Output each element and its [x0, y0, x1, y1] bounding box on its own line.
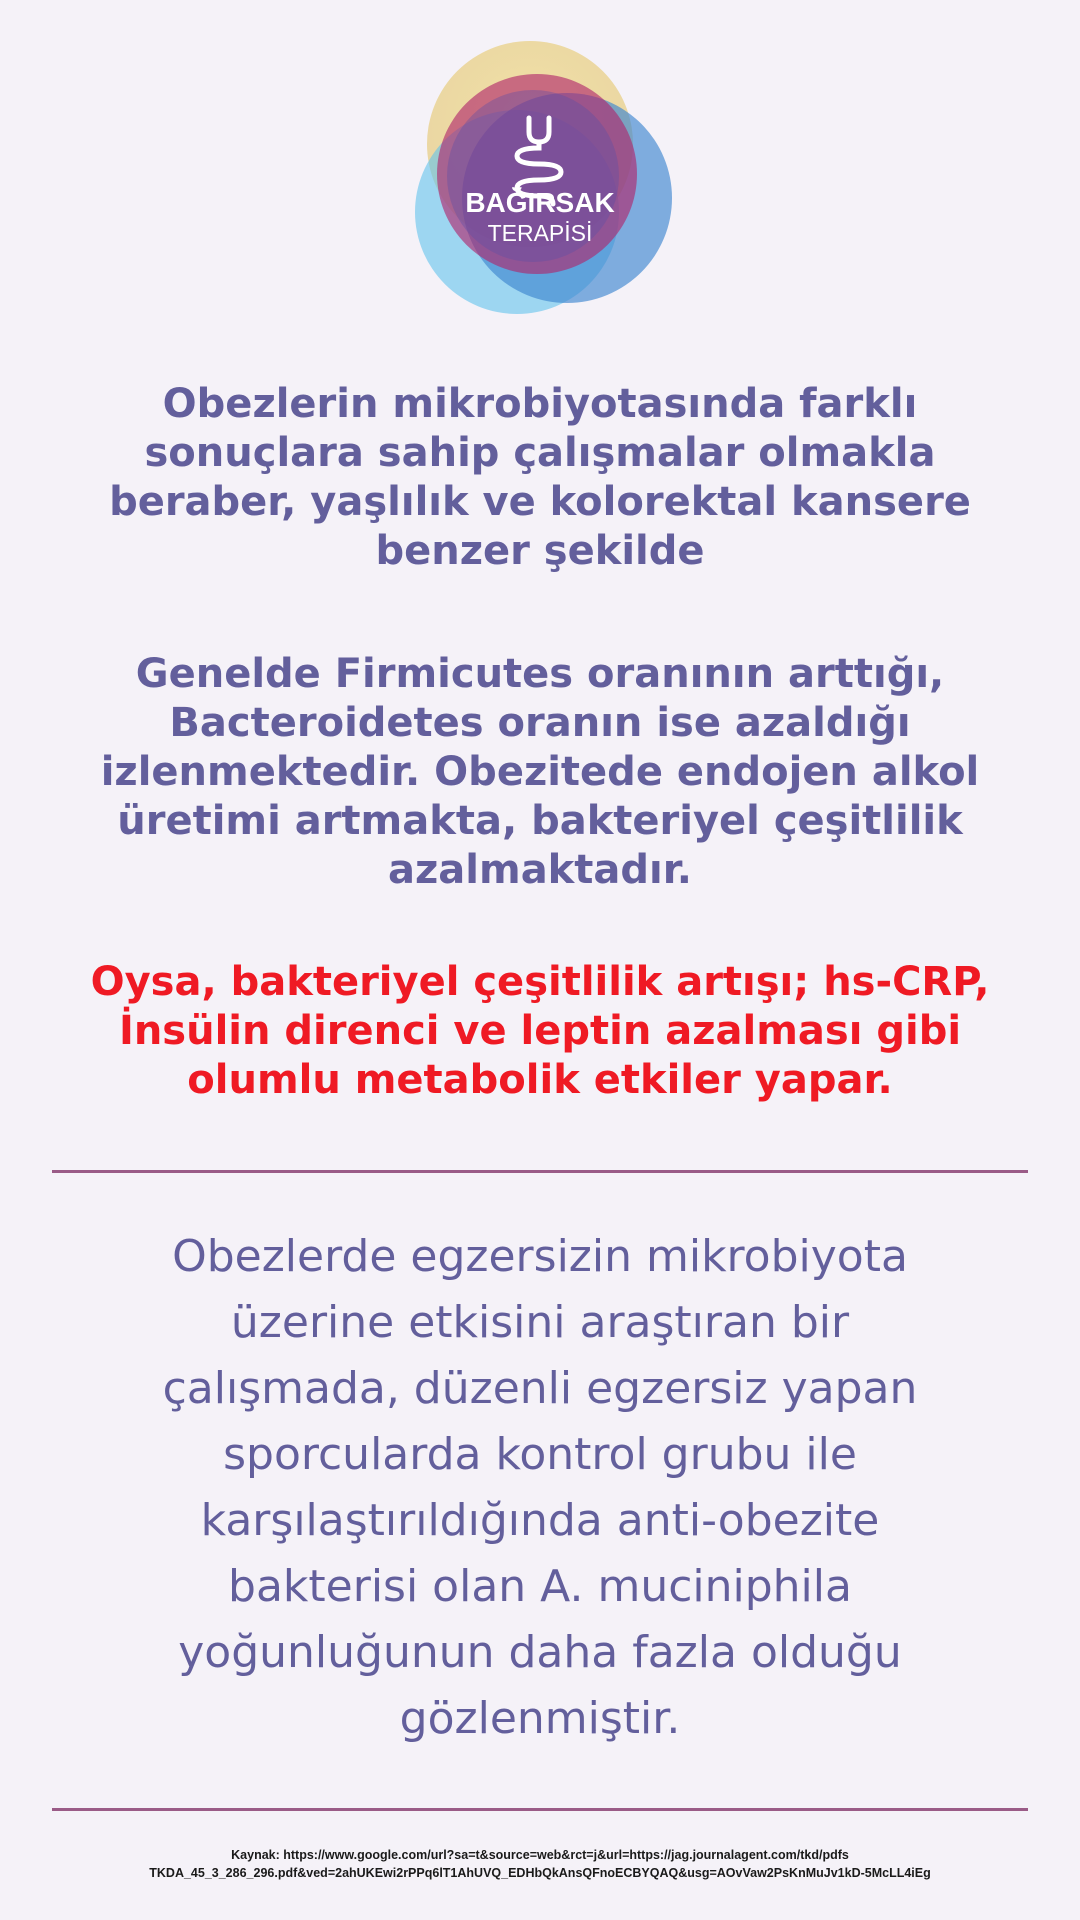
firmicutes-paragraph: Genelde Firmicutes oranının arttığı, Bacteroidetes oranın ise azaldığı izlenmektedir. Obezitede endojen alkol üretimi artmakta, bakteriyel çeşitlilik azalmaktadır.: [100, 651, 980, 893]
logo-line2: TERAPİSİ: [487, 220, 593, 246]
brand-logo: [405, 36, 675, 316]
logo-line1: BAĞIRSAK: [465, 187, 615, 218]
logo-circles: [405, 36, 675, 316]
intro-paragraph: Obezlerin mikrobiyotasında farklı sonuçlara sahip çalışmalar olmakla beraber, yaşlılık ve kolorektal kansere benzer şekilde: [109, 381, 971, 574]
source-line-1: Kaynak: https://www.google.com/url?sa=t&source=web&rct=j&url=https://jag.journalagent.com/tkd/pdfs: [231, 1848, 849, 1862]
source-citation: [40, 1846, 1040, 1882]
exercise-paragraph: Obezlerde egzersizin mikrobiyota üzerine etkisini araştıran bir çalışmada, düzenli egzersiz yapan sporcularda kontrol grubu ile karşılaştırıldığında anti-obezite bakterisi olan A. muciniphila yoğunluğunun daha fazla olduğu gözlenmiştir.: [162, 1231, 918, 1744]
highlight-paragraph: Oysa, bakteriyel çeşitlilik artışı; hs-CRP, İnsülin direnci ve leptin azalması gibi olumlu metabolik etkiler yapar.: [90, 959, 990, 1103]
top-divider: [52, 1170, 1028, 1173]
bottom-divider: [52, 1808, 1028, 1811]
source-line-2: TKDA_45_3_286_296.pdf&ved=2ahUKEwi2rPPq6lT1AhUVQ_EDHbQkAnsQFnoECBYQAQ&usg=AOvVaw2PsKnMuJv1kD-5McLL4iEg: [149, 1866, 931, 1880]
